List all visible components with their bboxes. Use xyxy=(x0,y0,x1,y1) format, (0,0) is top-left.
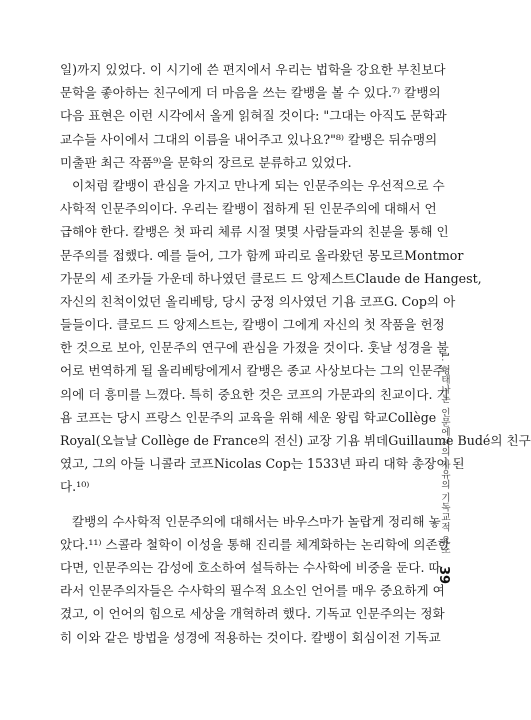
text-line: 다음 표현은 이런 시각에서 올게 읽혀질 것이다: "그대는 아직도 문학과 xyxy=(60,108,447,124)
text-line: 다.¹⁰⁾ xyxy=(60,479,90,495)
text-line: 칼뱅의 수사학적 인문주의에 대해서는 바우스마가 놀랍게 정리해 놓 xyxy=(72,513,441,529)
text-line: 히 이와 같은 방법을 성경에 적용하는 것이다. 칼뱅이 회심이전 기독교 xyxy=(60,629,441,645)
text-line: 라서 인문주의자들은 수사학의 필수적 요소인 언어를 매우 중요하게 여 xyxy=(60,583,445,599)
text-line: 자신의 친척이었던 올리베탕, 당시 궁정 의사였던 기욤 코프G. Cop의 아 xyxy=(60,293,456,309)
text-line: 교수들 사이에서 그대의 이름을 내어주고 있나요?"⁸⁾ 칼뱅은 뒤슈맹의 xyxy=(60,131,438,147)
running-head: 1. 형태나는 인문에서의 자유의 기독교적 요소 xyxy=(439,352,450,555)
page-number: 39 xyxy=(436,566,451,585)
text-line: 문학을 좋아하는 친구에게 더 마음을 쓰는 칼뱅을 볼 수 있다.⁷⁾ 칼뱅의 xyxy=(60,85,441,101)
text-line: Royal(오늘날 Collège de France의 전신) 교장 기욤 뷔데Guillaume Budé의 친구 xyxy=(60,433,531,448)
text-line: 어로 번역하게 될 올리베탕에게서 칼뱅은 종교 사상보다는 그의 인문주 xyxy=(60,363,445,379)
text-line: 았다.¹¹⁾ 스콜라 철학이 이성을 통해 진리를 체계화하는 논리학에 의존한 xyxy=(60,536,450,552)
text-line: 의에 더 흥미를 느꼈다. 특히 중요한 것은 코프의 가문과의 친교이다. 기 xyxy=(60,386,449,402)
text-line: 이처럼 칼뱅이 관심을 가지고 만나게 되는 인문주의는 우선적으로 수 xyxy=(72,177,445,193)
text-line: 다면, 인문주의는 감성에 호소하여 설득하는 수사학에 비중을 둔다. 따 xyxy=(60,559,441,575)
text-line: 들들이다. 클로드 드 앙제스트는, 칼뱅이 그에게 자신의 첫 작품을 헌정 xyxy=(60,317,445,333)
text-line: 겼고, 이 언어의 힘으로 세상을 개혁하려 했다. 기독교 인문주의는 정화 xyxy=(60,606,445,622)
text-line: 일)까지 있었다. 이 시기에 쓴 편지에서 우리는 법학을 강요한 부친보다 xyxy=(60,62,446,77)
text-line: 였고, 그의 아들 니콜라 코프Nicolas Cop는 1533년 파리 대학 총장이 된 xyxy=(60,456,465,472)
paragraph-1 xyxy=(60,58,447,174)
paragraph-gap xyxy=(60,499,410,510)
text-line: 급해야 한다. 칼뱅은 첫 파리 체류 시절 몇몇 사람들과의 친분을 통해 인 xyxy=(60,224,449,240)
text-line: 욤 코프는 당시 프랑스 인문주의 교육을 위해 세운 왕립 학교Collège xyxy=(60,409,437,425)
text-line: 미출판 최근 작품⁹⁾을 문학의 장르로 분류하고 있었다. xyxy=(60,154,352,170)
text-line: 사학적 인문주의이다. 우리는 칼뱅이 접하게 된 인문주의에 대해서 언 xyxy=(60,201,437,217)
text-line: 한 것으로 보아, 인문주의 연구에 관심을 가졌을 것이다. 훗날 성경을 불 xyxy=(60,340,449,356)
text-line: 문주의를 접했다. 예를 들어, 그가 함께 파리로 올라왔던 몽모르Montmor xyxy=(60,247,464,263)
text-line: 가문의 세 조카들 가운데 하나였던 클로드 드 앙제스트Claude de Hangest, xyxy=(60,270,482,286)
